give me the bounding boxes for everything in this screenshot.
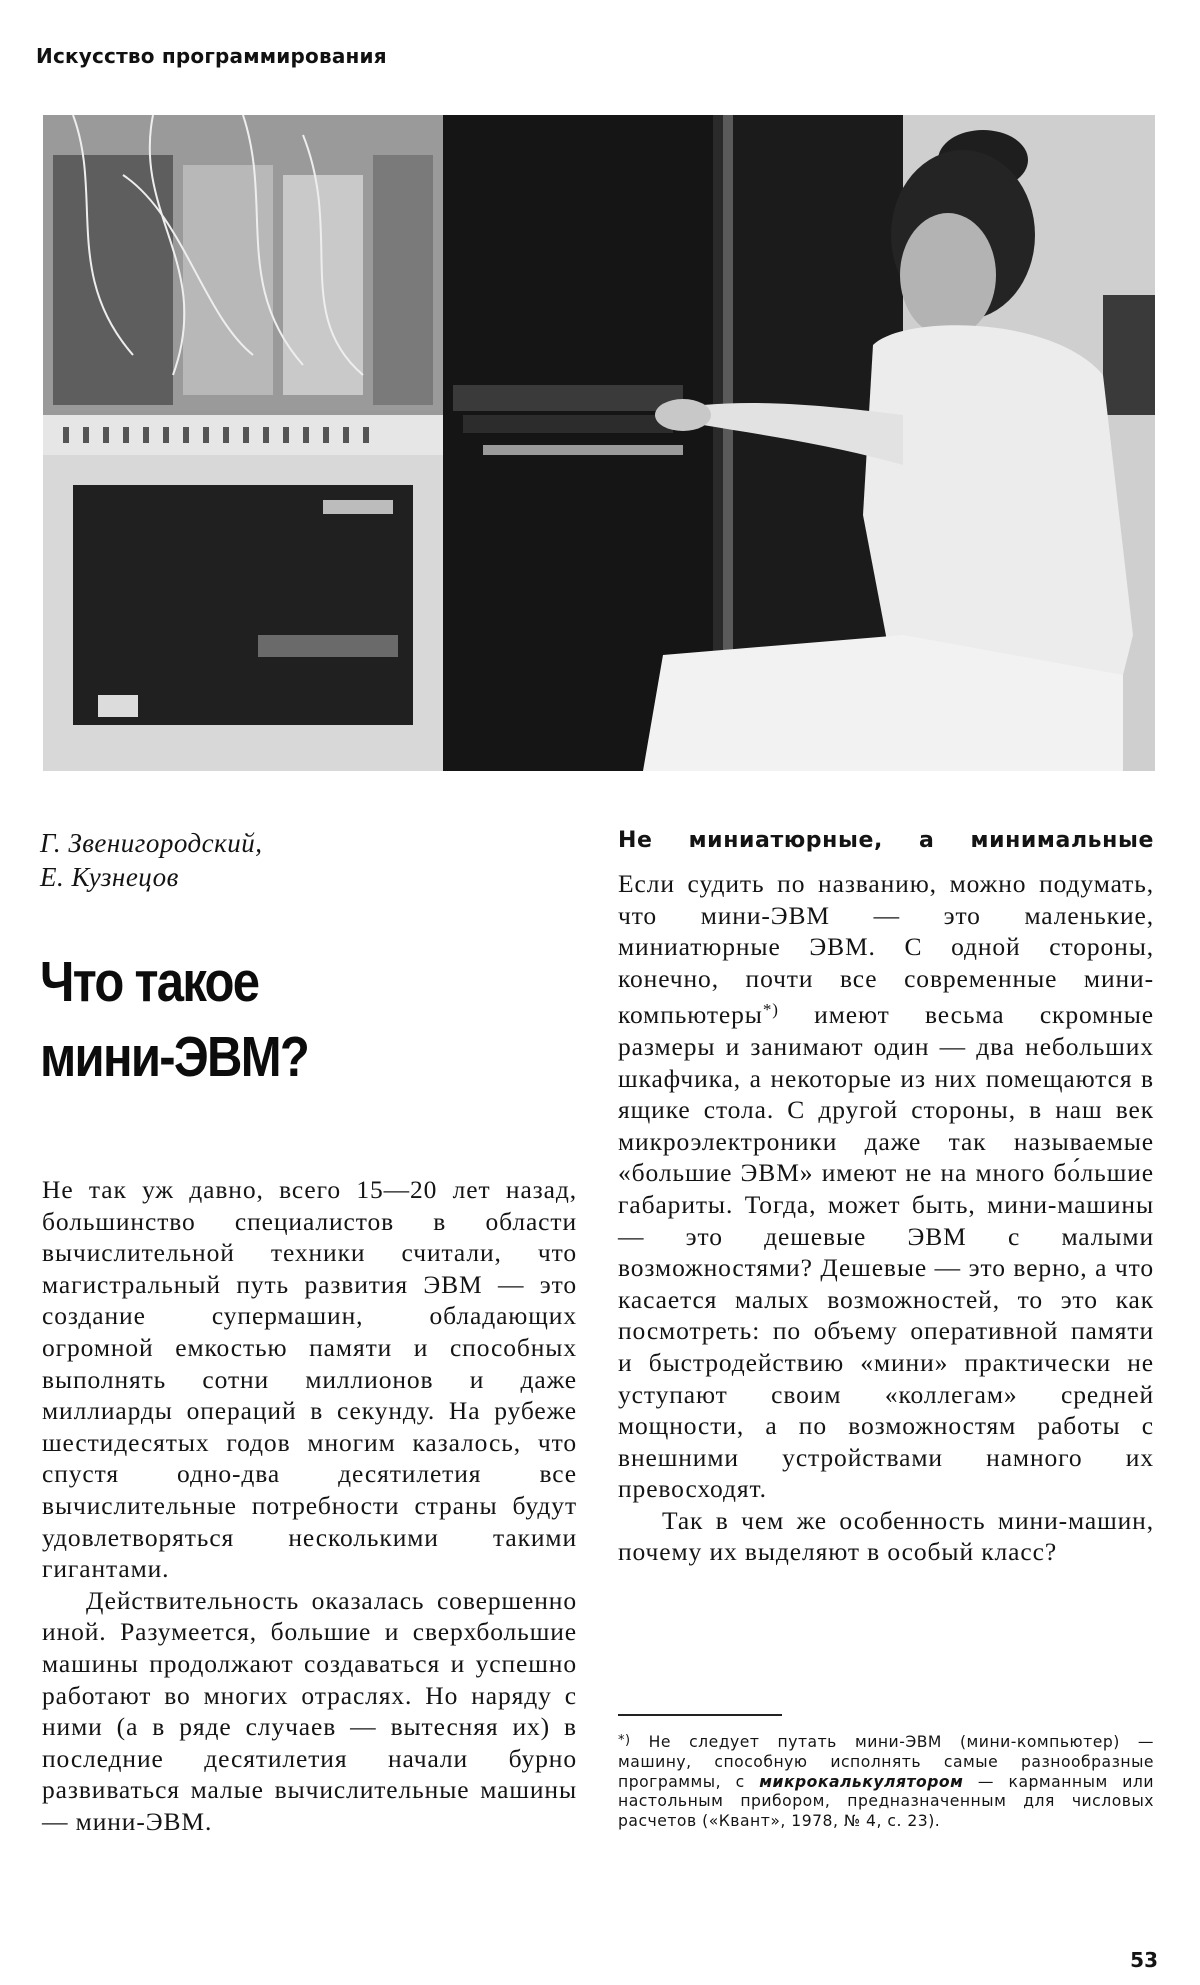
footnote-emphasis: микрокалькулятором — [759, 1772, 964, 1791]
article-title-line: Что такое — [40, 950, 259, 1014]
article-photo — [43, 115, 1155, 771]
body-paragraph: Не так уж давно, всего 15—20 лет назад, большинство специалистов в области вычислительной техники считали, что магистральный путь развития ЭВМ — это создание супермашин, обладающих огромной емкостью памяти и способных выполнять сотни миллионов и даже миллиарды операций в секунду. На рубеже шестидесятых годов многим казалось, что спустя одно-два десятилетия все вычислительные потребности страны будут удовлетворяться несколькими такими гигантами. — [42, 1175, 577, 1584]
footnote-text: Не следует путать мини-ЭВМ (мини-компьютер) — машину, способную исполнять самые разнообразные программы, с — [618, 1733, 1154, 1791]
footnote-mark: *) — [618, 1733, 631, 1748]
author-name: Г. Звенигородский, — [40, 828, 263, 858]
left-column — [42, 1174, 577, 1837]
footnote-reference: *) — [762, 1000, 779, 1020]
article-title-line: мини-ЭВМ? — [40, 1025, 309, 1089]
section-subheading: Не миниатюрные, а минимальные — [618, 828, 1154, 853]
right-column — [618, 868, 1154, 1568]
author-name: Е. Кузнецов — [40, 862, 179, 892]
article-title — [40, 945, 308, 1095]
body-paragraph: Так в чем же особенность мини-машин, почему их выделяют в особый класс? — [618, 1505, 1154, 1567]
body-text: имеют весьма скромные размеры и занимают один — два небольших шкафчика, а некоторые из них помещаются в ящике стола. С другой стороны, в наш век микроэлектроники даже так называемые «большие ЭВМ» имеют не на много бо́льшие габариты. Тогда, может быть, мини-машины — это дешевые ЭВМ с малыми возможностями? Дешевые — это верно, а что касается малых возможностей, то это как посмотреть: по объему оперативной памяти и быстродействию «мини» практически не уступают своим «коллегам» средней мощности, а по возможностям работы с внешними устройствами намного их превосходят. — [618, 1000, 1154, 1504]
body-paragraph — [618, 868, 1154, 1505]
footnote-text: — карманным или настольным прибором, предназначенным для числовых расчетов («Квант», 1978, № 4, с. 23). — [618, 1772, 1154, 1831]
body-paragraph: Действительность оказалась совершенно иной. Разумеется, большие и сверхбольшие машины продолжают создаваться и успешно работают во многих отраслях. Но наряду с ними (а в ряде случаев — вытесняя их) в последние десятилетия начали бурно развиваться малые вычислительные машины — мини-ЭВМ. — [42, 1585, 577, 1836]
section-header: Искусство программирования — [36, 44, 387, 68]
body-text: Если судить по названию, можно подумать, что мини-ЭВМ — это маленькие, миниатюрные ЭВМ. С одной стороны, конечно, почти все современные мини-компьютеры — [618, 869, 1154, 1030]
article-authors — [40, 826, 263, 894]
footnote — [618, 1731, 1154, 1832]
footnote-divider — [618, 1714, 782, 1716]
page-number: 53 — [1130, 1948, 1158, 1972]
computer-room-photo-illustration — [43, 115, 1155, 771]
